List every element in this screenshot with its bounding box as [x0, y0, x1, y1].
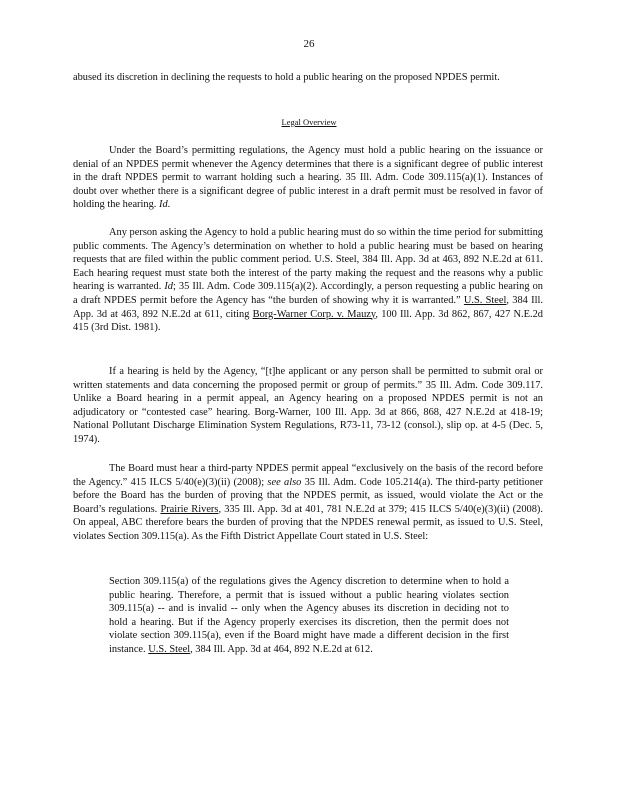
paragraph-text: Any person asking the Agency to hold a public hearing must do so within the time period for submitting public comments. The Agency’s determination on whether to hold a public hearing must be based on hearing requests that are filed within the public comment period. U.S. Steel, 384 Ill. App. 3d at 463, 892 N.E.2d at 611. Each hearing request must state both the interest of the party making the request and the reasons why a public hearing is warranted.	[73, 227, 543, 293]
paragraph-text: abused its discretion in declining the requests to hold a public hearing on the proposed NPDES permit.	[73, 72, 500, 83]
case-citation-us-steel: U.S. Steel	[463, 294, 507, 306]
paragraph-text: If a hearing is held by the Agency, “[t]he applicant or any person shall be permitted to submit oral or written statements and data concerning the proposed permit or group of permits.” 35 Ill. Adm. Code 309.117. Unlike a Board hearing in a permit appeal, an Agency hearing on a proposed NPDES permit is not an adjudicatory or “contested case” hearing. Borg-Warner, 100 Ill. App. 3d at 866, 868, 427 N.E.2d at 418-19; National Pollutant Discharge Elimination System Regulations, R73-11, 73-12 (consol.), slip op. at 4-5 (Dec. 5, 1974).	[73, 366, 543, 445]
paragraph-text-end: .	[167, 199, 171, 211]
paragraph-text: , 384 Ill. App. 3d at 463, 892 N.E.2d at 611, citing	[73, 294, 543, 320]
paragraph-text: Under the Board’s permitting regulations, the Agency must hold a public hearing on the issuance or denial of an NPDES permit whenever the Agency determines that there is a significant degree of public interest in the draft NPDES permit to warrant holding such a hearing. 35 Ill. Adm. Code 309.115(a)(1). Instances of doubt over whether there is a significant degree of public interest in a draft permit must be resolved in favor of holding the hearing.	[73, 145, 543, 211]
paragraph-hearing-requests	[73, 226, 543, 335]
paragraph-text: The Board must hear a third-party NPDES permit appeal “exclusively on the basis of the record before the Agency.” 415 ILCS 5/40(e)(3)(ii) (2008);	[73, 463, 543, 488]
paragraph-text: , 335 Ill. App. 3d at 401, 781 N.E.2d at 379; 415 ILCS 5/40(e)(3)(ii) (2008). On appeal, ABC therefore bears the burden of proving that the NPDES renewal permit, as issued to U.S. Steel, violates Section 309.115(a). As the Fifth District Appellate Court stated in U.S. Steel:	[73, 503, 543, 542]
paragraph-text: , 100 Ill. App. 3d 862, 867, 427 N.E.2d 415 (3rd Dist. 1981).	[73, 308, 543, 334]
paragraph-board-review	[73, 462, 543, 544]
heading-text: Legal Overview	[281, 117, 337, 127]
case-citation-borg-warner: Borg-Warner Corp. v. Mauzy	[252, 308, 376, 320]
block-quote	[109, 575, 509, 657]
page-number: 26	[303, 38, 315, 50]
id-citation: Id	[159, 199, 168, 211]
paragraph-text: ; 35 Ill. Adm. Code 309.115(a)(2). Accordingly, a person requesting a public hearing on a draft NPDES permit before the Agency has “the burden of showing why it is warranted.”	[73, 281, 543, 306]
quote-text-end: , 384 Ill. App. 3d at 464, 892 N.E.2d at 612.	[190, 643, 373, 655]
case-citation-prairie-rivers: Prairie Rivers	[160, 503, 219, 515]
see-also-signal: see also	[267, 476, 302, 488]
section-heading	[0, 116, 618, 130]
quote-text: Section 309.115(a) of the regulations gives the Agency discretion to determine when to hold a public hearing. Therefore, a permit that is issued without a public hearing violates section 309.115(a) -- and is invalid -- only when the Agency abuses its discretion in deciding not to hold a hearing. But if the Agency properly exercises its discretion, then the permit does not violate section 309.115(a), even if the Board might have made a different decision in the first instance.	[109, 576, 509, 655]
paragraph-text: 35 Ill. Adm. Code 105.214(a). The third-party petitioner before the Board has the burden of proving that the NPDES permit, as issued, would violate the Act or the Board’s regulations.	[73, 476, 544, 515]
paragraph-hearing-rule	[73, 144, 543, 212]
id-citation: Id	[164, 281, 173, 293]
case-citation-us-steel: U.S. Steel	[148, 643, 191, 655]
paragraph-agency-hearing	[73, 365, 543, 447]
paragraph-intro-continuation	[73, 71, 543, 85]
